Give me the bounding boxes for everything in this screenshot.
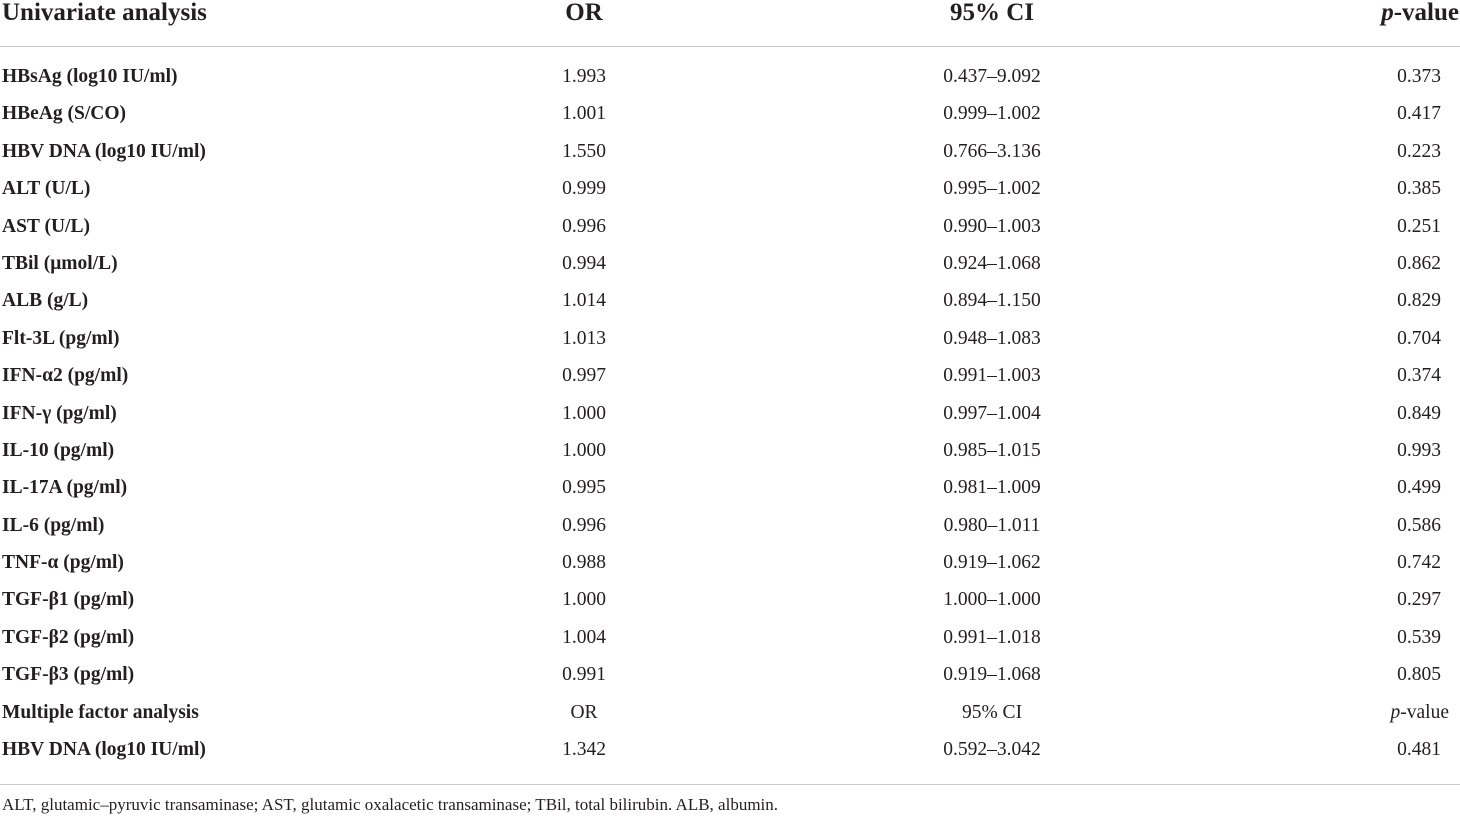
- table-row: [0, 582, 1460, 619]
- row-ci: 0.985–1.015: [943, 439, 1041, 461]
- subheader-p-italic: p: [1390, 701, 1401, 723]
- row-ci: 0.999–1.002: [943, 103, 1041, 125]
- table-row: [0, 59, 1460, 96]
- subheader-p-rest: -value: [1400, 701, 1449, 723]
- row-p-value: 0.297: [1397, 589, 1441, 611]
- row-or: 1.000: [562, 589, 606, 611]
- table-row: [0, 433, 1460, 470]
- row-p-value: 0.586: [1397, 514, 1441, 536]
- table-row: [0, 545, 1460, 582]
- row-variable: HBsAg (log10 IU/ml): [2, 66, 178, 87]
- row-ci: 0.924–1.068: [943, 252, 1041, 274]
- row-or: 1.342: [562, 739, 606, 761]
- row-p-value: 0.805: [1397, 664, 1441, 686]
- table-footnote: ALT, glutamic–pyruvic transaminase; AST, glutamic oxalacetic transaminase; TBil, total bilirubin. ALB, albumin.: [2, 795, 779, 814]
- table-bottom-rule: [0, 784, 1460, 785]
- row-or: 1.001: [562, 103, 606, 125]
- row-p-value: 0.539: [1397, 626, 1441, 648]
- row-variable: TBil (μmol/L): [2, 252, 118, 274]
- row-p-value: 0.417: [1397, 103, 1441, 125]
- row-or: 1.014: [562, 290, 606, 312]
- row-variable: TGF-β3 (pg/ml): [2, 664, 135, 686]
- table-row: [0, 657, 1460, 694]
- row-p-value: 0.742: [1397, 552, 1441, 574]
- row-or: 1.993: [562, 66, 606, 87]
- table-row: [0, 470, 1460, 507]
- row-ci: 0.991–1.003: [943, 365, 1041, 387]
- table-row: [0, 358, 1460, 395]
- subheader-or: OR: [570, 701, 598, 723]
- row-or: 1.000: [562, 402, 606, 424]
- row-or: 1.000: [562, 439, 606, 461]
- row-or: 0.996: [562, 215, 606, 237]
- row-or: 0.994: [562, 252, 606, 274]
- row-p-value: 0.223: [1397, 140, 1441, 162]
- table-row: [0, 209, 1460, 246]
- row-variable: AST (U/L): [2, 215, 90, 237]
- row-variable: HBeAg (S/CO): [2, 103, 127, 125]
- row-variable: IL-10 (pg/ml): [2, 439, 115, 461]
- row-variable: IL-6 (pg/ml): [2, 514, 105, 536]
- row-or: 0.991: [562, 664, 606, 686]
- row-ci: 0.980–1.011: [943, 514, 1041, 536]
- subheader-variable: Multiple factor analysis: [2, 701, 199, 723]
- table-row: [0, 246, 1460, 283]
- header-p-rest: -value: [1393, 0, 1459, 26]
- row-variable: HBV DNA (log10 IU/ml): [2, 140, 206, 162]
- header-variable: Univariate analysis: [2, 0, 207, 26]
- row-ci: 0.981–1.009: [943, 477, 1041, 499]
- row-or: 1.004: [562, 626, 606, 648]
- row-variable: ALB (g/L): [2, 290, 89, 312]
- row-variable: TGF-β1 (pg/ml): [2, 589, 135, 611]
- row-p-value: 0.499: [1397, 477, 1441, 499]
- row-p-value: 0.849: [1397, 402, 1441, 424]
- row-variable: TNF-α (pg/ml): [2, 552, 124, 574]
- row-p-value: 0.704: [1397, 327, 1441, 349]
- table-row: [0, 134, 1460, 171]
- subheader-p-value: [1391, 702, 1449, 724]
- row-p-value: 0.862: [1397, 252, 1441, 274]
- table-row: [0, 96, 1460, 133]
- row-ci: 0.592–3.042: [943, 739, 1041, 761]
- row-p-value: 0.481: [1397, 739, 1441, 761]
- row-p-value: 0.373: [1397, 66, 1441, 87]
- table-row: [0, 171, 1460, 208]
- table-row: [0, 732, 1460, 769]
- row-or: 1.550: [562, 140, 606, 162]
- row-ci: 0.995–1.002: [943, 178, 1041, 200]
- row-p-value: 0.829: [1397, 290, 1441, 312]
- row-ci: 0.997–1.004: [943, 402, 1041, 424]
- row-ci: 0.948–1.083: [943, 327, 1041, 349]
- row-variable: ALT (U/L): [2, 178, 91, 200]
- row-ci: 0.919–1.068: [943, 664, 1041, 686]
- row-or: 1.013: [562, 327, 606, 349]
- row-or: 0.995: [562, 477, 606, 499]
- table-row: [0, 620, 1460, 657]
- row-p-value: 0.374: [1397, 365, 1441, 387]
- row-ci: 0.919–1.062: [943, 552, 1041, 574]
- header-p-value: [1381, 0, 1459, 26]
- row-or: 0.997: [562, 365, 606, 387]
- row-or: 0.999: [562, 178, 606, 200]
- table-header: [0, 0, 1460, 47]
- row-ci: 0.990–1.003: [943, 215, 1041, 237]
- row-ci: 0.766–3.136: [943, 140, 1041, 162]
- row-variable: Flt-3L (pg/ml): [2, 327, 120, 349]
- row-or: 0.988: [562, 552, 606, 574]
- row-p-value: 0.385: [1397, 178, 1441, 200]
- row-variable: IFN-γ (pg/ml): [2, 402, 117, 424]
- row-p-value: 0.251: [1397, 215, 1441, 237]
- header-p-italic: p: [1381, 0, 1394, 26]
- row-variable: IFN-α2 (pg/ml): [2, 365, 129, 387]
- row-ci: 1.000–1.000: [943, 589, 1041, 611]
- multiple-factor-subheader: [0, 695, 1460, 732]
- header-ci: 95% CI: [949, 0, 1035, 26]
- table-row: [0, 321, 1460, 358]
- row-ci: 0.437–9.092: [943, 66, 1041, 87]
- row-ci: 0.991–1.018: [943, 626, 1041, 648]
- header-or: OR: [565, 0, 603, 26]
- table-body: [0, 47, 1460, 769]
- row-ci: 0.894–1.150: [943, 290, 1041, 312]
- subheader-ci: 95% CI: [961, 701, 1023, 723]
- row-variable: HBV DNA (log10 IU/ml): [2, 739, 206, 761]
- table-row: [0, 508, 1460, 545]
- row-or: 0.996: [562, 514, 606, 536]
- table-row: [0, 283, 1460, 320]
- table-row: [0, 396, 1460, 433]
- row-p-value: 0.993: [1397, 439, 1441, 461]
- row-variable: IL-17A (pg/ml): [2, 477, 128, 499]
- row-variable: TGF-β2 (pg/ml): [2, 626, 135, 648]
